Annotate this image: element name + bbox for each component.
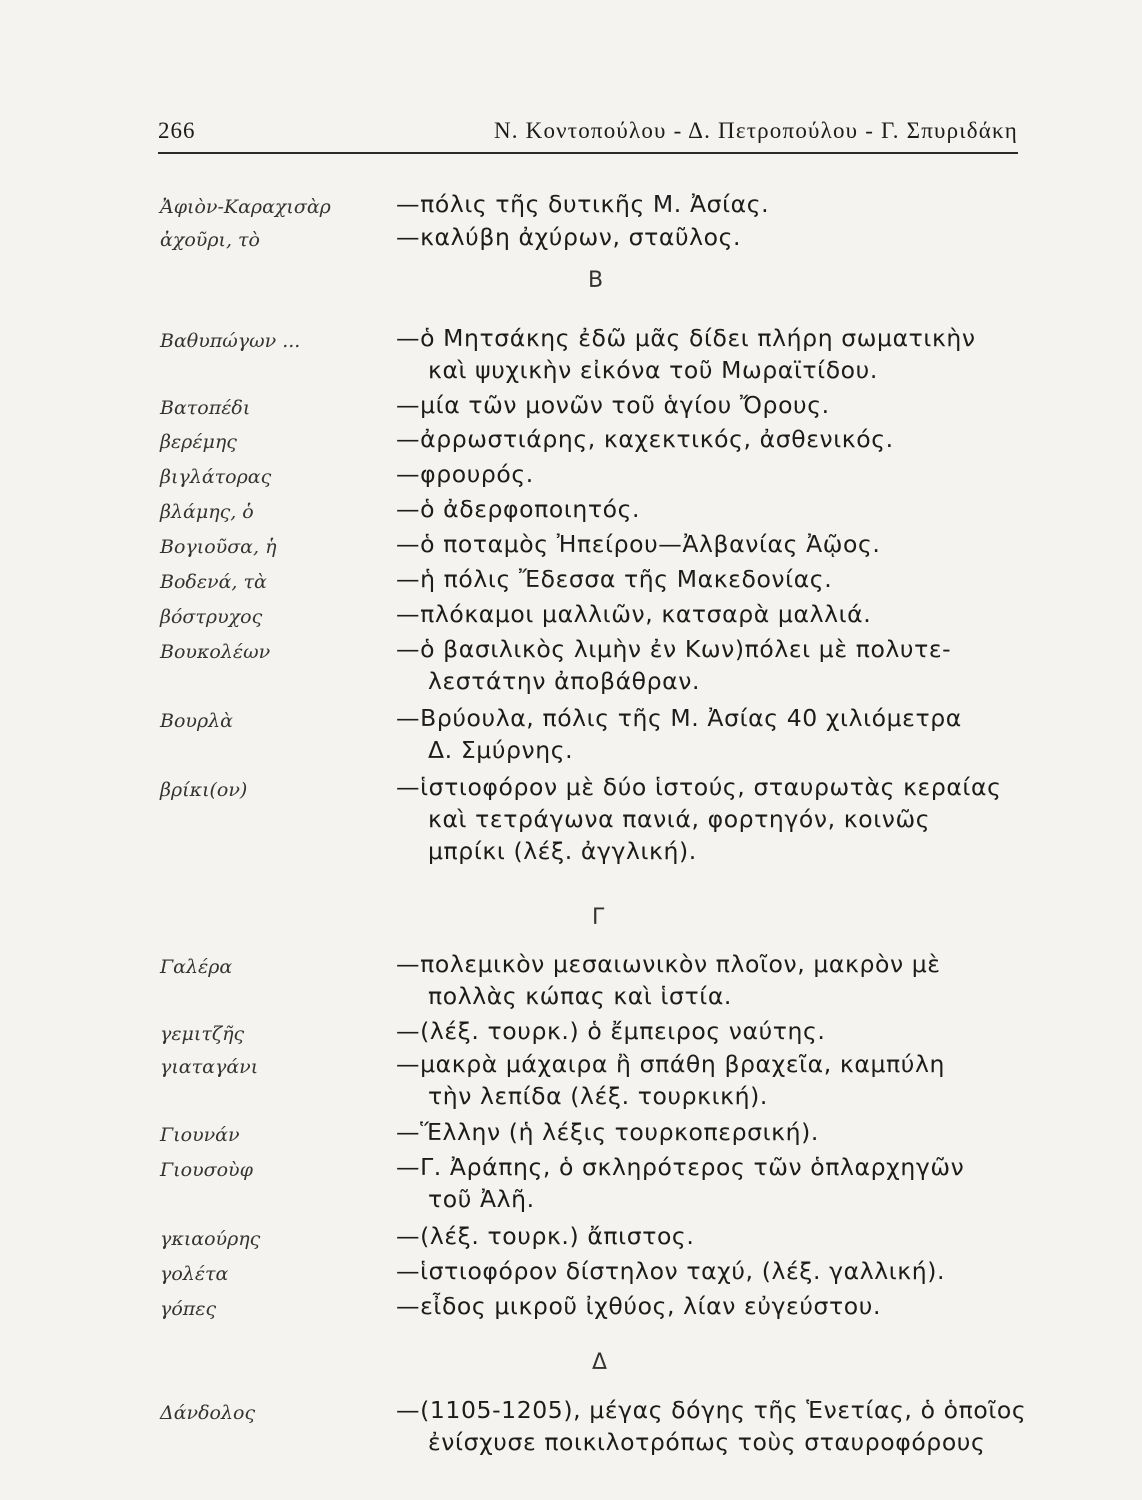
definition-line: —ἱστιοφόρον δίστηλον ταχύ, (λέξ. γαλλική).: [396, 1257, 946, 1285]
definition-line: τὴν λεπίδα (λέξ. τουρκική).: [428, 1082, 768, 1110]
entry-term: Βατοπέδι: [160, 397, 251, 419]
entry-term: βόστρυχος: [160, 606, 263, 628]
entry-definition: [396, 1255, 1036, 1287]
entry-term: βλάμης, ὁ: [160, 501, 254, 523]
definition-line: —ἡ πόλις Ἔδεσσα τῆς Μακεδονίας.: [396, 565, 833, 593]
definition-line: —πόλις τῆς δυτικῆς Μ. Ἀσίας.: [396, 190, 770, 218]
section-letter: Β: [588, 268, 604, 293]
definition-line: —ὁ ποταμὸς Ἠπείρου—Ἀλβανίας Ἀῷος.: [396, 530, 881, 558]
entry-definition: [396, 1290, 1036, 1322]
definition-line: —ἱστιοφόρον μὲ δύο ἱστούς, σταυρωτὰς κεραίας: [396, 773, 1002, 801]
entry-term: γόπες: [160, 1298, 217, 1320]
entry-term: γιαταγάνι: [160, 1056, 259, 1078]
entry-term: γκιαούρης: [160, 1228, 261, 1250]
entry-term: γεμιτζῆς: [160, 1023, 245, 1045]
entry-definition: [396, 948, 1036, 1012]
entry-definition: [396, 1220, 1036, 1252]
entry-term: Βουκολέων: [160, 641, 271, 663]
entry-term: βρίκι(ον): [160, 779, 248, 801]
definition-line: —εἶδος μικροῦ ἰχθύος, λίαν εὐγεύστου.: [396, 1292, 882, 1320]
entry-definition: [396, 221, 1036, 253]
entry-definition: [396, 1015, 1036, 1047]
entry-term: βιγλάτορας: [160, 466, 272, 488]
page-number: 266: [158, 118, 196, 143]
definition-line: πολλὰς κώπας καὶ ἱστία.: [428, 982, 732, 1010]
entry-definition: [396, 1151, 1036, 1215]
definition-line: τοῦ Ἀλῆ.: [428, 1185, 535, 1213]
entry-definition: [396, 493, 1036, 525]
entry-definition: [396, 598, 1036, 630]
definition-line: Δ. Σμύρνης.: [428, 736, 574, 764]
entry-definition: [396, 702, 1036, 766]
definition-line: ἐνίσχυσε ποικιλοτρόπως τοὺς σταυροφόρους: [428, 1428, 986, 1456]
section-letter: Γ: [592, 905, 605, 930]
entry-definition: [396, 188, 1036, 220]
entry-definition: [396, 1394, 1036, 1458]
entry-definition: [396, 389, 1036, 421]
definition-line: —ὁ βασιλικὸς λιμὴν ἐν Κων)πόλει μὲ πολυτε-: [396, 635, 952, 663]
definition-line: —φρουρός.: [396, 460, 534, 488]
definition-line: —μία τῶν μονῶν τοῦ ἁγίου Ὄρους.: [396, 391, 830, 419]
entry-term: Δάνδολος: [160, 1402, 256, 1424]
definition-line: —(λέξ. τουρκ.) ἄπιστος.: [396, 1222, 695, 1250]
entry-term: Βογιοῦσα, ἡ: [160, 536, 277, 558]
entry-term: Γιουσοὺφ: [160, 1159, 253, 1181]
definition-line: —(λέξ. τουρκ.) ὁ ἔμπειρος ναύτης.: [396, 1017, 826, 1045]
entry-term: Γαλέρα: [160, 956, 233, 978]
entry-definition: [396, 1048, 1036, 1112]
entry-term: βερέμης: [160, 431, 237, 453]
entry-definition: [396, 563, 1036, 595]
entry-definition: [396, 458, 1036, 490]
definition-line: —πλόκαμοι μαλλιῶν, κατσαρὰ μαλλιά.: [396, 600, 872, 628]
definition-line: —Ἕλλην (ἡ λέξις τουρκοπερσική).: [396, 1118, 819, 1146]
definition-line: —Γ. Ἀράπης, ὁ σκληρότερος τῶν ὁπλαρχηγῶν: [396, 1153, 965, 1181]
definition-line: —πολεμικὸν μεσαιωνικὸν πλοῖον, μακρὸν μὲ: [396, 950, 941, 978]
entry-term: Βουρλὰ: [160, 710, 233, 732]
definition-line: —(1105-1205), μέγας δόγης τῆς Ἑνετίας, ὁ ὁποῖος: [396, 1396, 1027, 1424]
definition-line: μπρίκι (λέξ. ἀγγλική).: [428, 837, 697, 865]
entry-term: Γιουνάν: [160, 1124, 240, 1146]
entry-term: γολέτα: [160, 1263, 229, 1285]
entry-term: Ἀφιὸν-Καραχισὰρ: [160, 196, 331, 218]
entry-definition: [396, 771, 1036, 867]
definition-line: —ὁ ἀδερφοποιητός.: [396, 495, 641, 523]
entry-term: ἀχοῦρι, τὸ: [160, 229, 260, 251]
definition-line: —Βρύουλα, πόλις τῆς Μ. Ἀσίας 40 χιλιόμετρα: [396, 704, 962, 732]
entry-definition: [396, 423, 1036, 455]
entry-definition: [396, 633, 1036, 697]
definition-line: —καλύβη ἀχύρων, σταῦλος.: [396, 223, 742, 251]
section-letter: Δ: [592, 1350, 608, 1375]
definition-line: λεστάτην ἀποβάθραν.: [428, 667, 701, 695]
running-title: Ν. Κοντοπούλου - Δ. Πετροπούλου - Γ. Σπυριδάκη: [493, 118, 1018, 143]
entry-definition: [396, 528, 1036, 560]
entry-term: Βαθυπώγων ...: [160, 330, 301, 352]
definition-line: —ὁ Μητσάκης ἐδῶ μᾶς δίδει πλήρη σωματικὴν: [396, 324, 976, 352]
definition-line: —ἀρρωστιάρης, καχεκτικός, ἀσθενικός.: [396, 425, 894, 453]
entry-term: Βοδενά, τὰ: [160, 571, 267, 593]
definition-line: καὶ ψυχικὴν εἰκόνα τοῦ Μωραϊτίδου.: [428, 356, 878, 384]
entry-definition: [396, 1116, 1036, 1148]
definition-line: —μακρὰ μάχαιρα ἢ σπάθη βραχεῖα, καμπύλη: [396, 1050, 945, 1078]
definition-line: καὶ τετράγωνα πανιά, φορτηγόν, κοινῶς: [428, 805, 931, 833]
entry-definition: [396, 322, 1036, 386]
